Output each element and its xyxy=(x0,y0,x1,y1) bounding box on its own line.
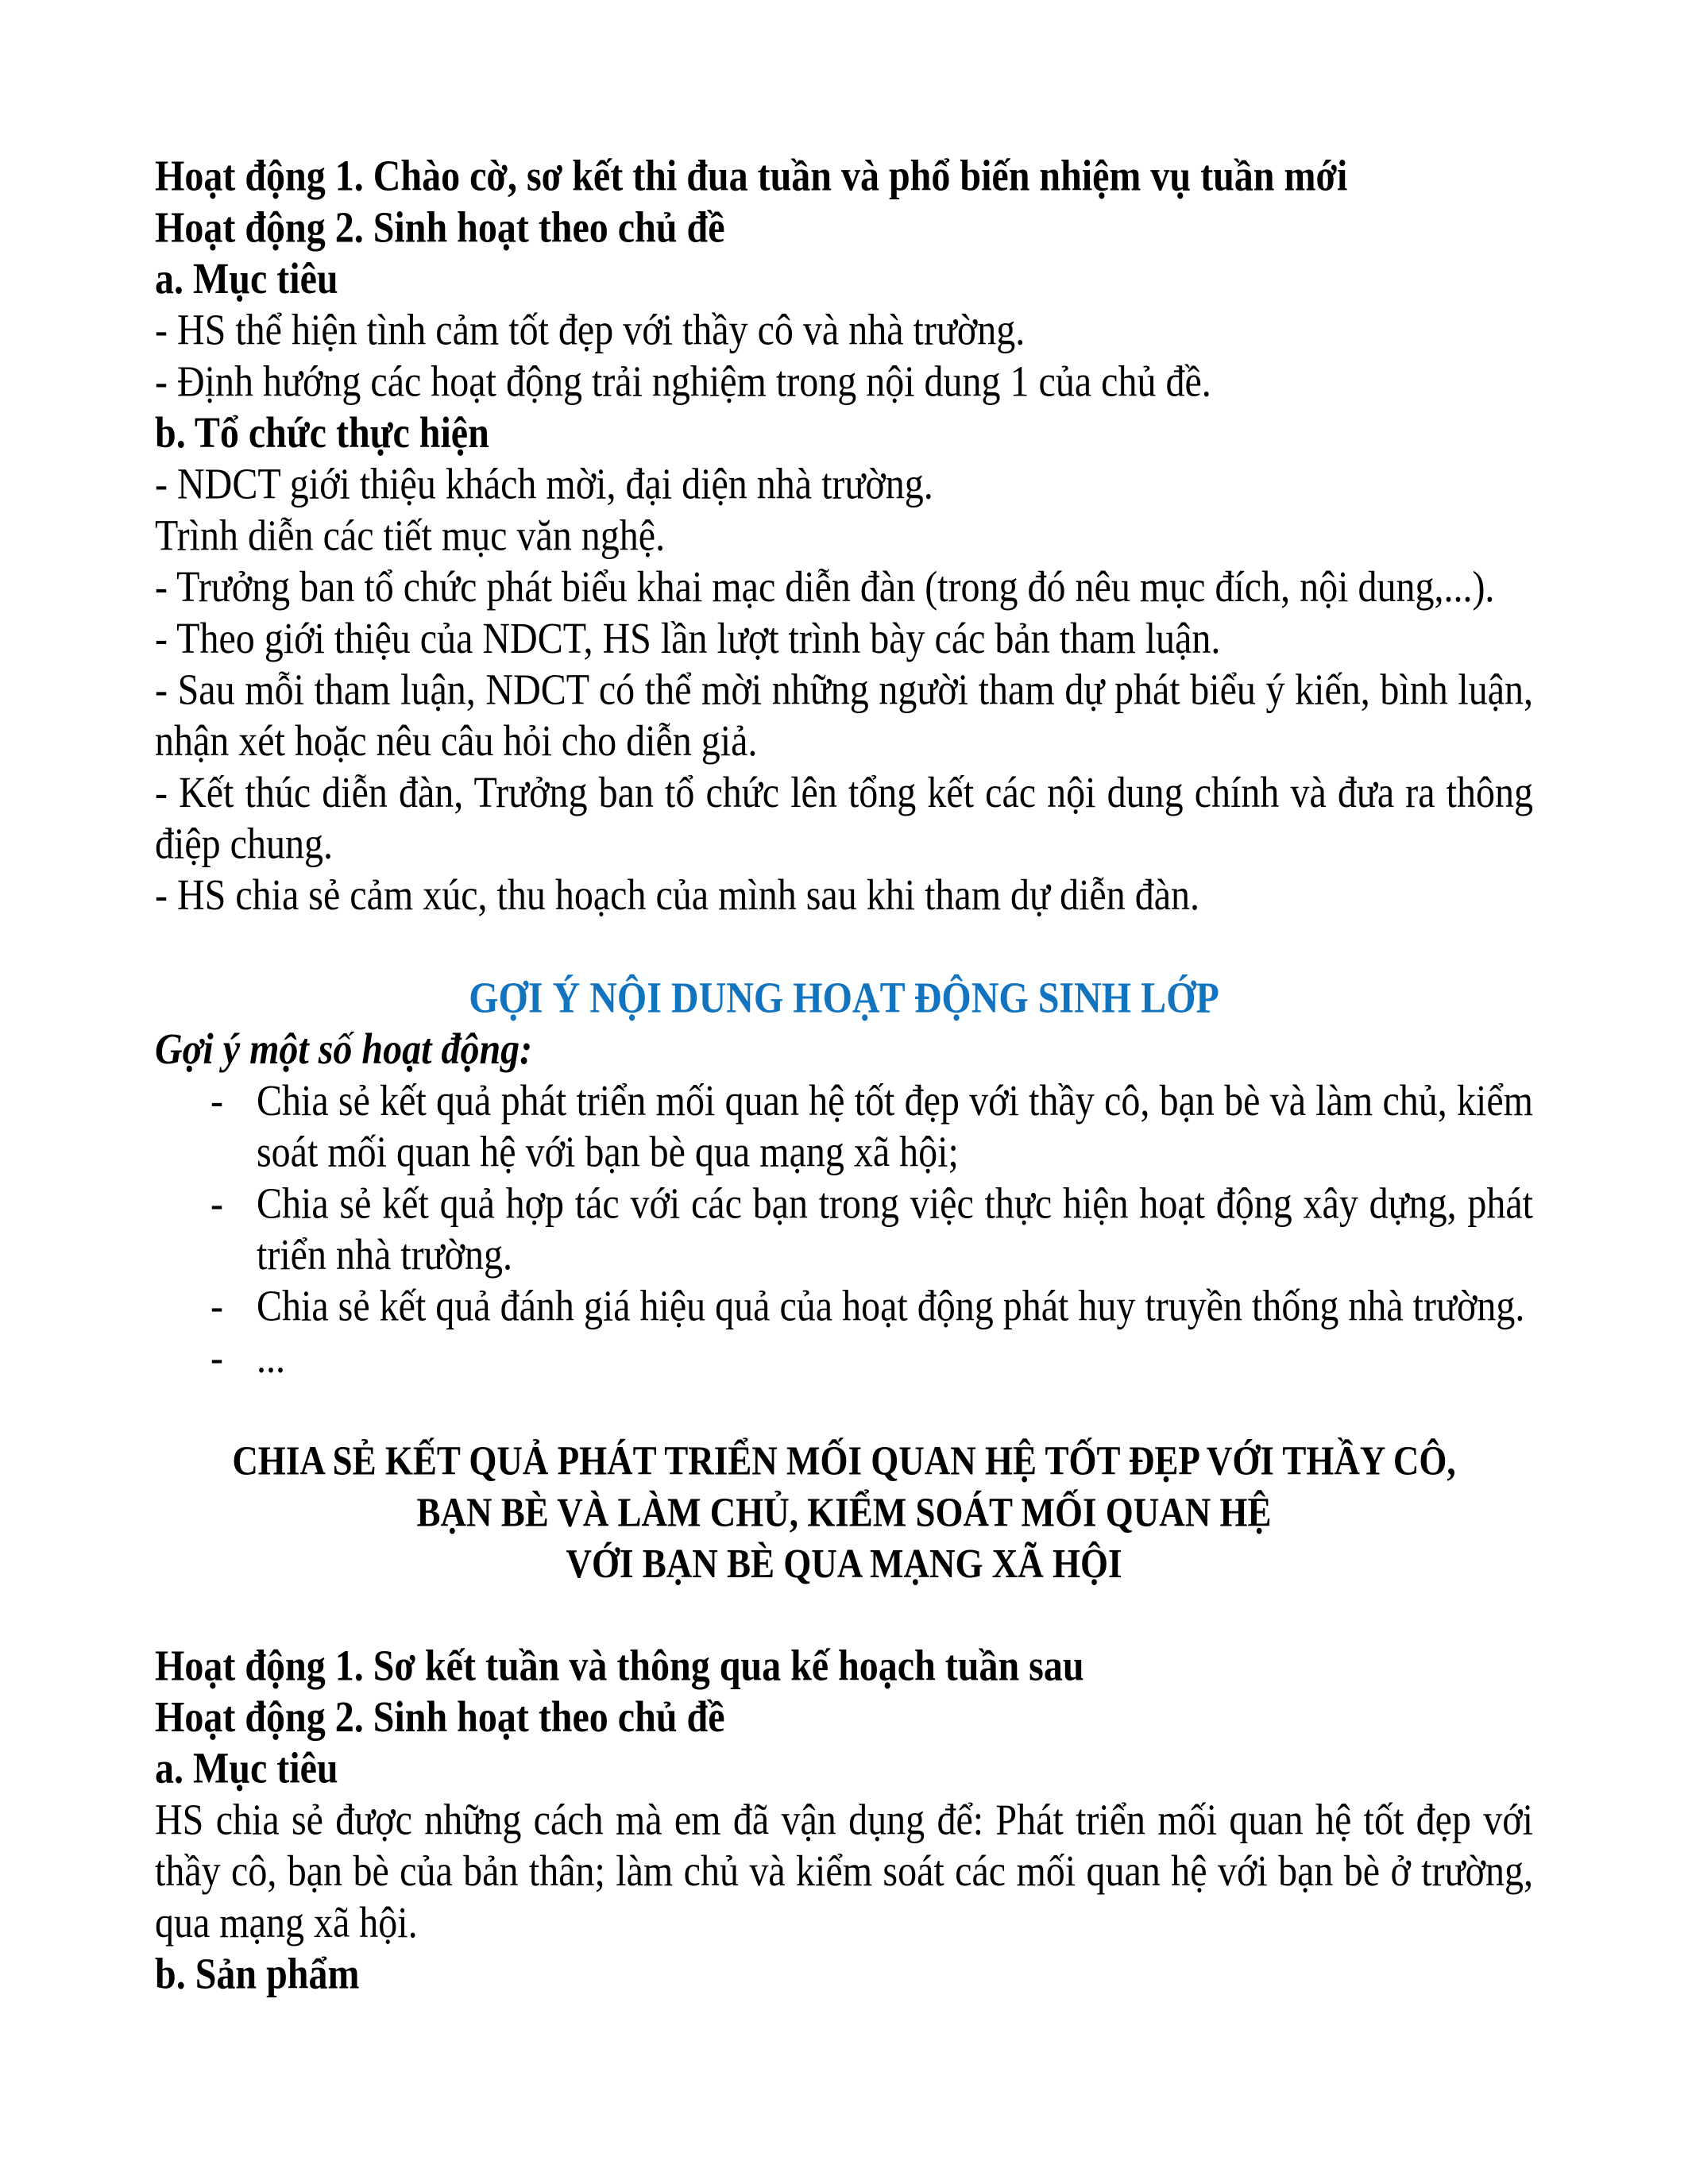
share-objective-heading: a. Mục tiêu xyxy=(155,1744,338,1793)
share-activity-1-heading: Hoạt động 1. Sơ kết tuần và thông qua kế hoạch tuần sau xyxy=(155,1641,1084,1691)
share-title-line: VỚI BẠN BÈ QUA MẠNG XÃ HỘI xyxy=(566,1540,1122,1587)
share-title-line: BẠN BÈ VÀ LÀM CHỦ, KIỂM SOÁT MỐI QUAN HỆ xyxy=(416,1489,1272,1535)
implementation-item: - Trưởng ban tổ chức phát biểu khai mạc diễn đàn (trong đó nêu mục đích, nội dung,...). xyxy=(155,562,1495,612)
list-dash-marker: - xyxy=(211,1179,223,1228)
implementation-item: - Sau mỗi tham luận, NDCT có thể mời những người tham dự phát biểu ý kiến, bình luận, nhận xét hoặc nêu câu hỏi cho diễn giả. xyxy=(155,665,1533,766)
implementation-item: Trình diễn các tiết mục văn nghệ. xyxy=(155,511,666,561)
list-dash-marker: - xyxy=(211,1282,223,1331)
activity-2-heading: Hoạt động 2. Sinh hoạt theo chủ đề xyxy=(155,203,725,253)
suggestion-item-text: Chia sẻ kết quả phát triển mối quan hệ tốt đẹp với thầy cô, bạn bè và làm chủ, kiểm soát mối quan hệ với bạn bè qua mạng xã hội; xyxy=(257,1076,1533,1177)
implementation-item: - HS chia sẻ cảm xúc, thu hoạch của mình sau khi tham dự diễn đàn. xyxy=(155,870,1200,920)
suggestion-item-text: Chia sẻ kết quả hợp tác với các bạn trong việc thực hiện hoạt động xây dựng, phát triển nhà trường. xyxy=(257,1179,1533,1279)
suggestion-item xyxy=(155,1281,1533,1333)
suggestion-item xyxy=(155,1075,1533,1178)
implementation-item: - Theo giới thiệu của NDCT, HS lần lượt trình bày các bản tham luận. xyxy=(155,614,1221,663)
class-session-heading: GỢI Ý NỘI DUNG HOẠT ĐỘNG SINH LỚP xyxy=(469,974,1219,1023)
share-activity-2-heading: Hoạt động 2. Sinh hoạt theo chủ đề xyxy=(155,1692,725,1742)
objective-heading: a. Mục tiêu xyxy=(155,254,338,303)
share-title-line: CHIA SẺ KẾT QUẢ PHÁT TRIỂN MỐI QUAN HỆ TỐT ĐẸP VỚI THẦY CÔ, xyxy=(232,1437,1456,1484)
implementation-item: - Kết thúc diễn đàn, Trưởng ban tổ chức lên tổng kết các nội dung chính và đưa ra thông điệp chung. xyxy=(155,768,1533,869)
share-product-heading: b. Sản phẩm xyxy=(155,1949,360,1999)
suggestion-item xyxy=(155,1333,1533,1384)
suggestion-item-text: Chia sẻ kết quả đánh giá hiệu quả của hoạt động phát huy truyền thống nhà trường. xyxy=(257,1282,1525,1331)
suggestion-item-text: ... xyxy=(257,1333,285,1383)
document-content xyxy=(155,151,1533,2000)
activity-1-heading: Hoạt động 1. Chào cờ, sơ kết thi đua tuần và phổ biến nhiệm vụ tuần mới xyxy=(155,152,1348,201)
suggestions-intro: Gợi ý một số hoạt động: xyxy=(155,1024,533,1074)
objective-item: - HS thể hiện tình cảm tốt đẹp với thầy cô và nhà trường. xyxy=(155,306,1026,355)
list-dash-marker: - xyxy=(211,1076,223,1125)
suggestion-item xyxy=(155,1179,1533,1281)
share-objective-text: HS chia sẻ được những cách mà em đã vận dụng để: Phát triển mối quan hệ tốt đẹp với thầy cô, bạn bè của bản thân; làm chủ và kiểm soát các mối quan hệ với bạn bè ở trường, qua mạng xã hội. xyxy=(155,1795,1533,1947)
list-dash-marker: - xyxy=(211,1333,223,1383)
implementation-item: - NDCT giới thiệu khách mời, đại diện nhà trường. xyxy=(155,460,933,509)
implementation-heading: b. Tổ chức thực hiện xyxy=(155,408,489,457)
objective-item: - Định hướng các hoạt động trải nghiệm trong nội dung 1 của chủ đề. xyxy=(155,357,1211,407)
